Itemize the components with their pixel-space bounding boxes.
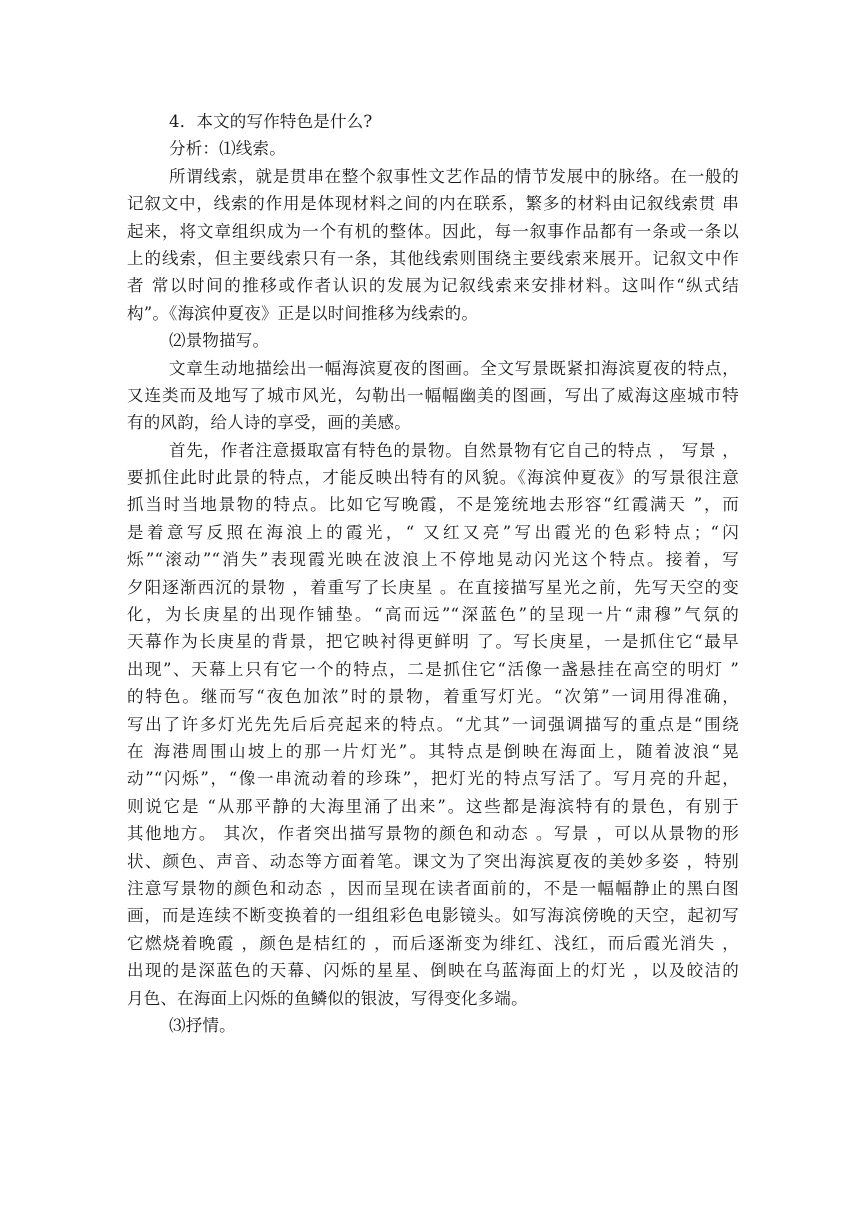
text-line: 写出了许多灯光先先后后亮起来的特点。“尤其”一词强调描写的重点是“围绕	[127, 714, 739, 734]
text-line: 要抓住此时此景的特点，才能反映出特有的风貌。《海滨仲夏夜》的写景很注意	[127, 468, 739, 488]
text-line: 记叙文中，线索的作用是体现材料之间的内在联系，繁多的材料由记叙线索贯 串	[127, 194, 739, 214]
text-line: 构”。《海滨仲夏夜》正是以时间推移为线索的。	[127, 303, 479, 323]
text-line: 上的线索，但主要线索只有一条，其他线索则围绕主要线索来展开。记叙文中作	[127, 248, 739, 268]
text-line: 所谓线索，就是贯串在整个叙事性文艺作品的情节发展中的脉络。在一般的	[169, 166, 739, 186]
text-line: 天幕作为长庚星的背景，把它映衬得更鲜明 了。写长庚星，一是抓住它“最早	[127, 632, 739, 652]
text-line: 烁”“滚动”“消失”表现霞光映在波浪上不停地晃动闪光这个特点。接着，写	[127, 550, 739, 570]
text-line: 文章生动地描绘出一幅海滨夏夜的图画。全文写景既紧扣海滨夏夜的特点，	[169, 358, 739, 378]
text-line: 首先，作者注意摄取富有特色的景物。自然景物有它自己的特点 ， 写景 ，	[169, 440, 739, 460]
text-line: 画，而是连续不断变换着的一组组彩色电影镜头。如写海滨傍晚的天空，起初写	[127, 906, 739, 926]
document-body	[127, 108, 739, 1039]
text-line: 者 常以时间的推移或作者认识的发展为记叙线索来安排材料。这叫作“纵式结	[127, 276, 739, 296]
text-line: 注意写景物的颜色和动态 ，因而呈现在读者面前的，不是一幅幅静止的黑白图	[127, 878, 739, 898]
text-line: 分析：⑴线索。	[169, 139, 286, 159]
text-line: 月色、在海面上闪烁的鱼鳞似的银波，写得变化多端。	[127, 988, 528, 1008]
text-line: ⑶抒情。	[169, 1015, 236, 1035]
text-line: 的特色。继而写“夜色加浓”时的景物，着重写灯光。“次第”一词用得准确，	[127, 687, 739, 707]
text-line: 状、颜色、声音、动态等方面着笔。课文为了突出海滨夏夜的美妙多姿 ，特别	[127, 851, 739, 871]
text-line: 化，为长庚星的出现作铺垫。“高而远”“深蓝色”的呈现一片“肃穆”气氛的	[127, 605, 739, 625]
text-line: 是着意写反照在海浪上的霞光，“ 又红又亮”写出霞光的色彩特点；“闪	[127, 522, 739, 542]
text-line: ⑵景物描写。	[169, 331, 270, 351]
text-line: 动”“闪烁”，“像一串流动着的珍珠”，把灯光的特点写活了。写月亮的升起，	[127, 769, 739, 789]
text-line: 4．本文的写作特色是什么?	[169, 112, 373, 131]
text-line: 有的风韵，给人诗的享受，画的美感。	[127, 413, 411, 433]
text-line: 其他地方。 其次，作者突出描写景物的颜色和动态 。写景 ，可以从景物的形	[127, 824, 739, 844]
text-line: 又连类而及地写了城市风光，勾勒出一幅幅幽美的图画，写出了威海这座城市特	[127, 385, 739, 405]
text-line: 出现”、天幕上只有它一个的特点，二是抓住它“活像一盏悬挂在高空的明灯 ”	[127, 659, 739, 679]
text-line: 则说它是 “从那平静的大海里涌了出来”。这些都是海滨特有的景色，有别于	[127, 796, 739, 816]
text-line: 夕阳逐渐西沉的景物 ，着重写了长庚星 。在直接描写星光之前，先写天空的变	[127, 577, 739, 597]
text-line: 它燃烧着晚霞 ，颜色是桔红的 ，而后逐渐变为绯红、浅红，而后霞光消失 ，	[127, 933, 739, 953]
text-line: 起来，将文章组织成为一个有机的整体。因此，每一叙事作品都有一条或一条以	[127, 221, 739, 241]
text-line: 在 海港周围山坡上的那一片灯光”。其特点是倒映在海面上，随着波浪“晃	[127, 741, 739, 761]
text-line: 抓当时当地景物的特点。比如它写晚霞，不是笼统地去形容“红霞满天 ”，而	[127, 495, 739, 515]
text-line: 出现的是深蓝色的天幕、闪烁的星星、倒映在乌蓝海面上的灯光 ，以及皎洁的	[127, 961, 739, 981]
